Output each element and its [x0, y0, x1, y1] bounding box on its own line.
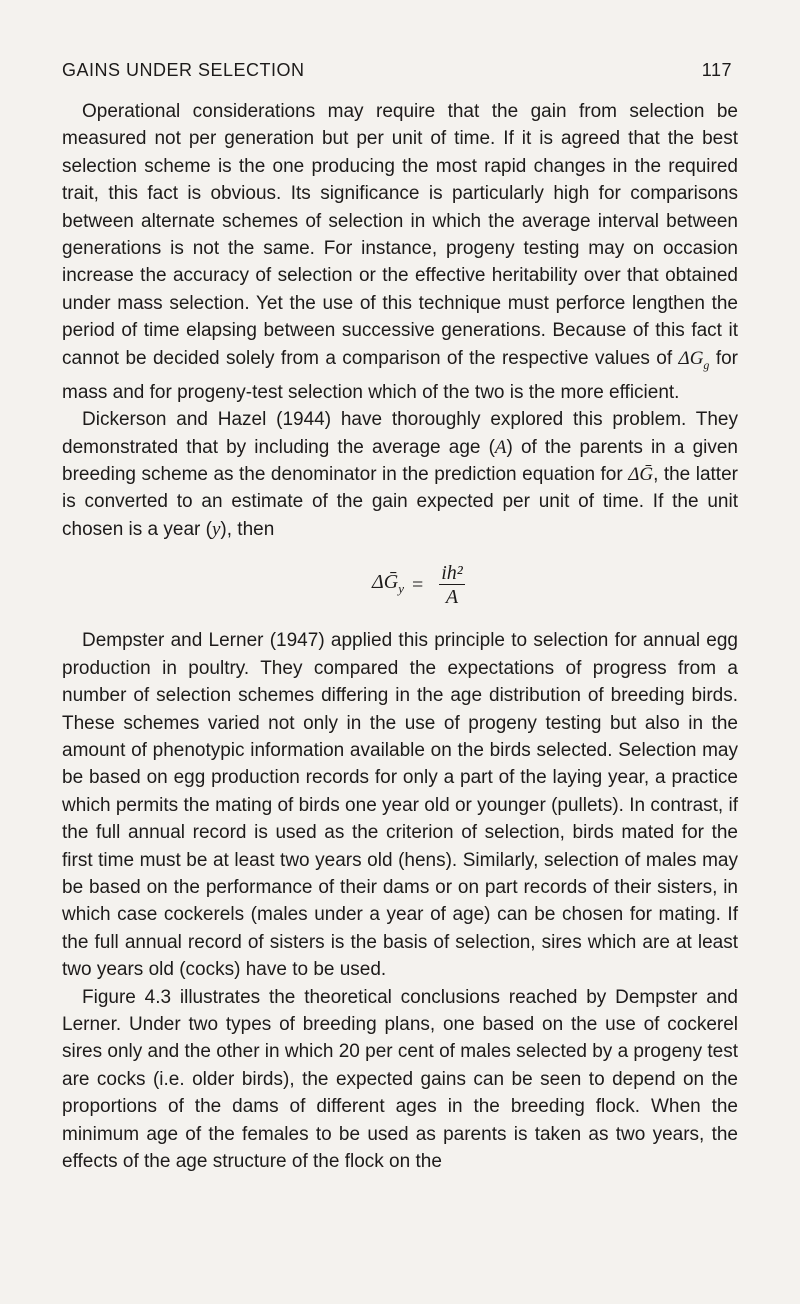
- paragraph-1-text-a: Operational considerations may require that the gain from selection be measured not per generation but per unit of time. If it is agreed that the best selection scheme is the one producing the most rapid changes in the required trait, this fact is obvious. Its significance is particularly high for comparisons between alternate schemes of selection in which the average interval between generations is not the same. For instance, progeny testing may on occasion increase the accuracy of selection or the effective heritability over that obtained under mass selection. Yet the use of this technique must perforce lengthen the period of time elapsing between successive generations. Because of this fact it cannot be decided solely from a comparison of the respective values of: [62, 101, 738, 369]
- delta-g-bar-symbol: ΔḠ: [628, 464, 654, 486]
- formula-denominator: A: [445, 585, 459, 608]
- formula-fraction: [439, 562, 465, 609]
- paragraph-4: Figure 4.3 illustrates the theoretical conclusions reached by Dempster and Lerner. Under two types of breeding plans, one based on the use of cockerel sires only and the other in which 20 per cent of males selected by a progeny test are cocks (i.e. older birds), the expected gains can be seen to depend on the proportions of the dams of different ages in the breeding flock. When the minimum age of the females to be used as parents is taken as two years, the effects of the age structure of the flock on the: [62, 986, 738, 1173]
- paragraph-2-text-a: Dickerson and Hazel (1944) have thoroughly explored this problem. They demonstrated that by including the average age (: [62, 409, 738, 458]
- paragraph-1-text-b: for mass and for progeny-test selection which of the two is the more efficient.: [62, 347, 738, 403]
- paragraph-2-text-c: , the latter is converted to an estimate of the gain expected per unit of time. If the unit chosen is a year (: [62, 464, 738, 540]
- formula-lhs-subscript: y: [398, 580, 404, 596]
- formula-lhs-symbol: ΔḠ: [372, 570, 399, 593]
- paragraph-1: [62, 98, 738, 406]
- body-text: [62, 98, 738, 1175]
- formula-equals: =: [411, 573, 424, 596]
- page-number: 117: [701, 60, 732, 80]
- paragraph-2-text-b: ) of the parents in a given breeding scheme as the denominator in the prediction equation for: [62, 436, 738, 486]
- variable-age: A: [494, 436, 507, 458]
- paragraph-3: Dempster and Lerner (1947) applied this principle to selection for annual egg production in poultry. They compared the expectations of progress from a number of selection schemes differing in the age distribution of breeding birds. These schemes varied not only in the use of progeny testing but also in the amount of phenotypic information available on the birds selected. Selection may be based on egg production records for only a part of the laying year, a practice which permits the mating of birds one year old or younger (pullets). In contrast, if the full annual record is used as the criterion of selection, birds mated for the first time must be at least two years old (hens). Similarly, selection of males may be based on the performance of their dams or on part records of their sisters, in which case cockerels (males under a year of age) can be chosen for mating. If the full annual record of sisters is the basis of selection, sires which are at least two years old (cocks) have to be used.: [62, 630, 738, 981]
- running-head: [62, 60, 732, 81]
- delta-g-base: ΔG: [678, 347, 704, 369]
- paragraph-2-text-d: ), then: [220, 518, 275, 540]
- formula-numerator: ih²: [441, 561, 463, 584]
- delta-g-subscript: g: [703, 357, 710, 372]
- chapter-title: GAINS UNDER SELECTION: [62, 60, 305, 80]
- variable-year: y: [211, 518, 221, 540]
- gain-per-year-formula: [62, 543, 738, 627]
- delta-g-symbol: [678, 347, 710, 372]
- formula-lhs: [372, 569, 404, 602]
- paragraph-2: [62, 406, 738, 543]
